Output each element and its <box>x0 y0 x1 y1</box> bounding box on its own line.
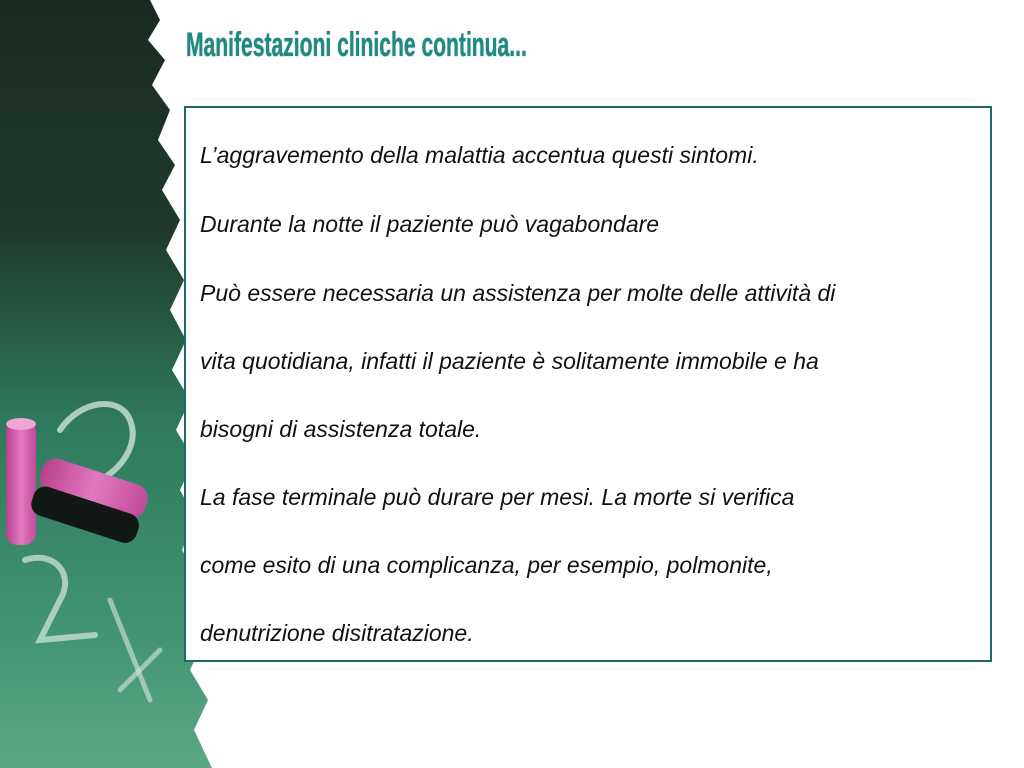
body-line: bisogni di assistenza totale. <box>200 416 482 442</box>
page-title: Manifestazioni cliniche continua... <box>186 26 527 64</box>
body-line: La fase terminale può durare per mesi. La morte si verifica <box>200 484 795 510</box>
body-line: denutrizione disitratazione. <box>200 620 474 646</box>
body-line: Durante la notte il paziente può vagabondare <box>200 211 660 237</box>
body-line: L’aggravemento della malattia accentua questi sintomi. <box>200 142 759 168</box>
body-line: Può essere necessaria un assistenza per molte delle attività di <box>200 280 836 306</box>
content-box <box>184 106 992 662</box>
body-line: come esito di una complicanza, per esempio, polmonite, <box>200 552 773 578</box>
body-line: vita quotidiana, infatti il paziente è solitamente immobile e ha <box>200 348 819 374</box>
